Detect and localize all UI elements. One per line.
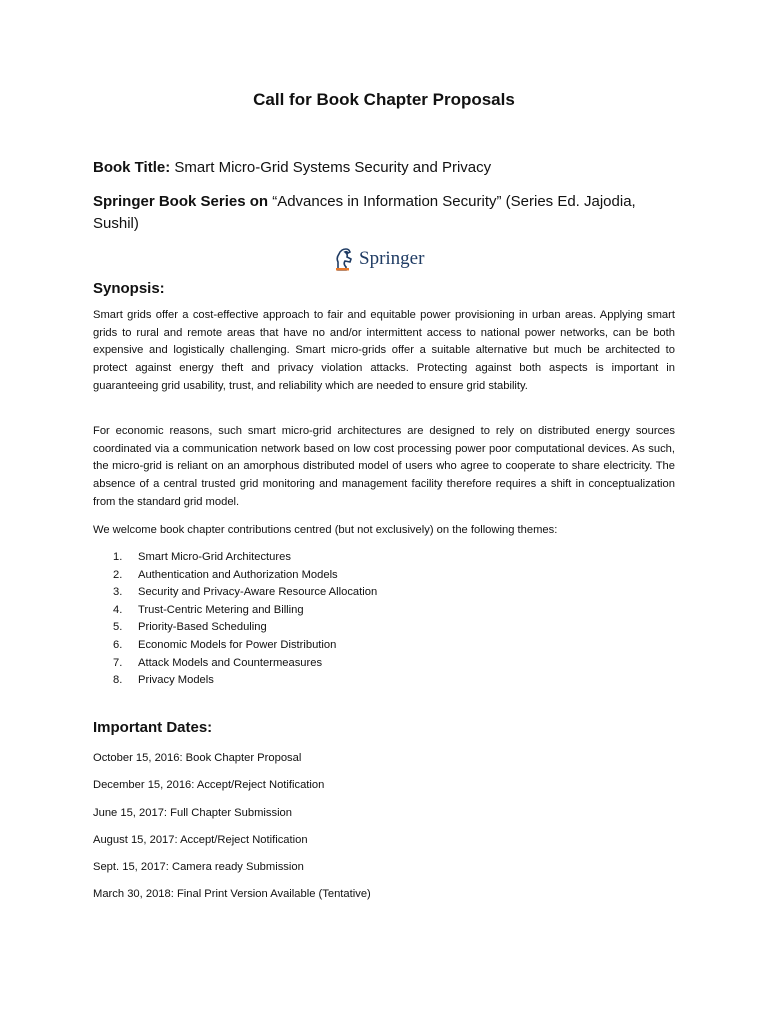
book-title-label: Book Title: <box>93 159 171 176</box>
list-item: 3. Security and Privacy-Aware Resource Allocation <box>113 586 378 599</box>
date-item: August 15, 2017: Accept/Reject Notification <box>93 834 308 846</box>
themes-intro: We welcome book chapter contributions centred (but not exclusively) on the following themes: <box>93 524 558 536</box>
themes-list <box>113 549 377 690</box>
synopsis-heading: Synopsis: <box>93 280 165 297</box>
page-title: Call for Book Chapter Proposals <box>253 90 515 109</box>
date-item: Sept. 15, 2017: Camera ready Submission <box>93 861 304 873</box>
book-title-line <box>93 157 683 179</box>
springer-horse-icon <box>334 246 354 272</box>
book-series-value-cont: Sushil) <box>93 215 139 232</box>
synopsis-paragraph-2: For economic reasons, such smart micro-grid architectures are designed to rely on distributed energy sources coordinated via a communication network based on low cost processing power poor computational devices. As such, the micro-grid is reliant on an amorphous distributed model of users who agree to cooperate to share electricity. The absence of a central trusted grid monitoring and management facility therefore requires a shift in conceptualization from the standard grid model. <box>93 425 675 508</box>
list-item: 8. Privacy Models <box>113 674 214 687</box>
book-title-value: Smart Micro-Grid Systems Security and Privacy <box>174 159 492 176</box>
synopsis-paragraph-1: Smart grids offer a cost-effective approach to fair and equitable power provisioning in urban areas. Applying smart grids to rural and remote areas that have no and/or intermittent access to national power networks, can be both expensive and logistically challenging. Smart micro-grids offer a suitable alternative but much be architected to protect against energy theft and privacy violation attacks. Protecting against both aspects is important in guaranteeing grid usability, trust, and reliability which are needed to ensure grid stability. <box>93 309 675 392</box>
list-item: 2. Authentication and Authorization Models <box>113 568 338 581</box>
book-series-value: “Advances in Information Security” (Series Ed. Jajodia, <box>272 193 636 210</box>
list-item: 7. Attack Models and Countermeasures <box>113 656 323 669</box>
list-item: 6. Economic Models for Power Distribution <box>113 638 337 651</box>
springer-logo-text: Springer <box>359 248 425 269</box>
springer-logo <box>334 244 434 274</box>
important-dates-heading: Important Dates: <box>93 719 213 736</box>
book-series-line-2 <box>93 213 683 235</box>
date-item: June 15, 2017: Full Chapter Submission <box>93 807 293 819</box>
date-item: October 15, 2016: Book Chapter Proposal <box>93 752 302 764</box>
list-item: 1. Smart Micro-Grid Architectures <box>113 551 291 563</box>
date-item: December 15, 2016: Accept/Reject Notification <box>93 779 325 791</box>
book-series-line <box>93 191 683 213</box>
list-item: 5. Priority-Based Scheduling <box>113 621 267 634</box>
list-item: 4. Trust-Centric Metering and Billing <box>113 603 304 616</box>
date-item: March 30, 2018: Final Print Version Available (Tentative) <box>93 888 371 900</box>
book-series-label: Springer Book Series on <box>93 193 269 210</box>
